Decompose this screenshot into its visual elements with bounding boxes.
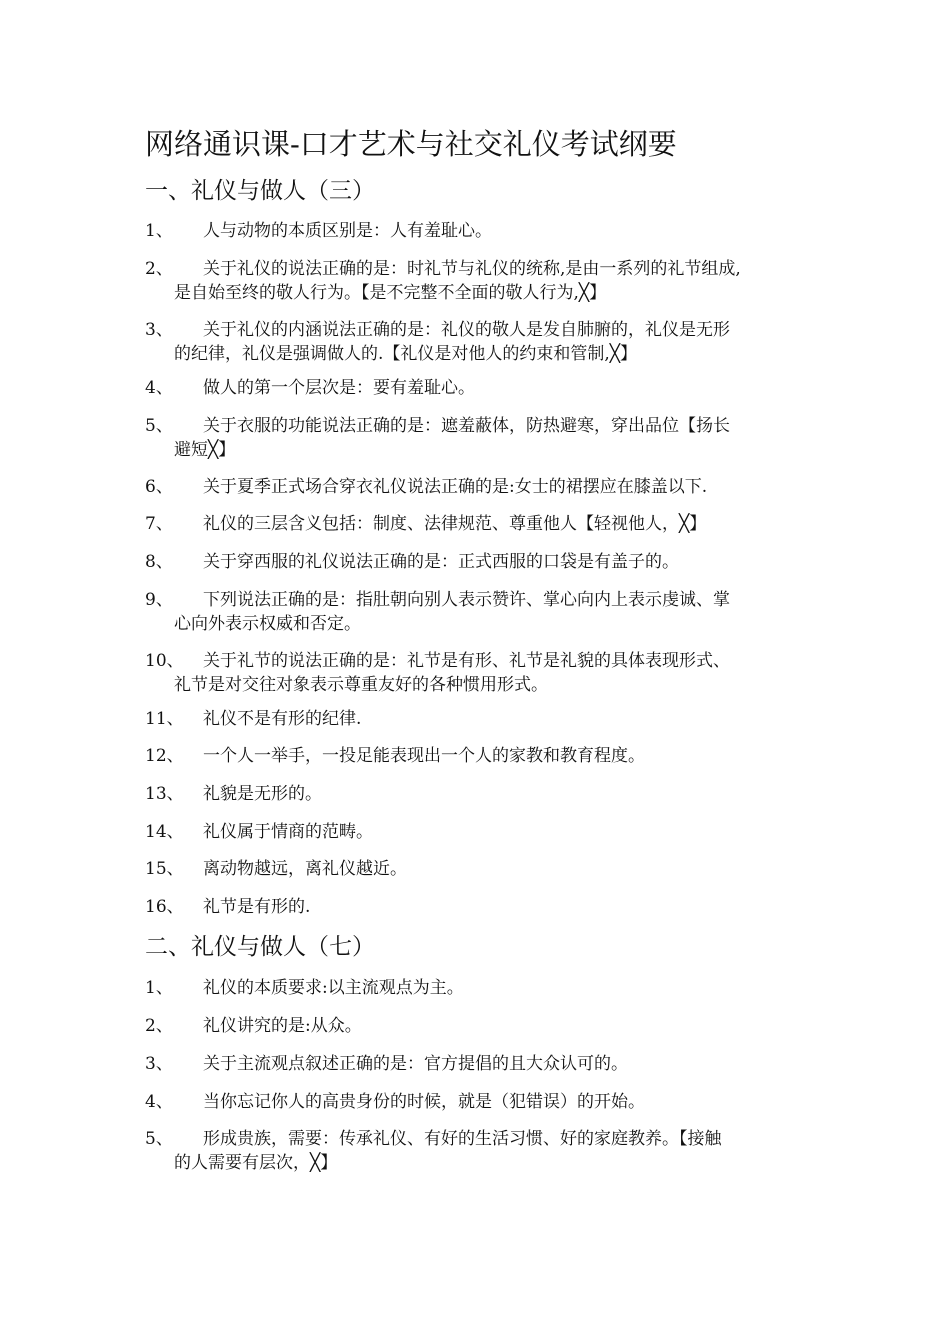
item-number: 3、 — [145, 1054, 173, 1074]
item-text: 关于衣服的功能说法正确的是：遮羞蔽体，防热避寒，穿出品位【扬长 — [203, 416, 730, 436]
item-text: 礼节是有形的. — [203, 897, 311, 917]
item-number: 5、 — [145, 1129, 173, 1149]
item-text: 下列说法正确的是：指肚朝向别人表示赞许、掌心向内上表示虔诚、掌 — [203, 590, 730, 610]
item-text: 礼仪不是有形的纪律. — [203, 709, 362, 729]
item-text: 做人的第一个层次是：要有羞耻心。 — [203, 378, 475, 398]
item-number: 4、 — [145, 1092, 173, 1112]
item-text-continued: 心向外表示权威和否定。 — [174, 614, 361, 634]
item-text: 人与动物的本质区别是：人有羞耻心。 — [203, 221, 492, 241]
item-text: 离动物越远，离礼仪越近。 — [203, 859, 407, 879]
item-text: 关于主流观点叙述正确的是：官方提倡的且大众认可的。 — [203, 1054, 628, 1074]
list-item — [145, 219, 805, 243]
list-item — [145, 649, 805, 697]
section-heading: 二、礼仪与做人（七） — [145, 934, 375, 960]
section-heading: 一、礼仪与做人（三） — [145, 178, 375, 204]
item-number: 1、 — [145, 221, 173, 241]
list-item — [145, 588, 805, 636]
list-item — [145, 707, 805, 731]
item-number: 14、 — [145, 822, 184, 842]
item-text-continued: 是自始至终的敬人行为。【是不完整不全面的敬人行为,╳】 — [174, 283, 607, 303]
document-title: 网络通识课-口才艺术与社交礼仪考试纲要 — [145, 127, 677, 161]
item-number: 15、 — [145, 859, 184, 879]
item-number: 16、 — [145, 897, 184, 917]
list-item — [145, 475, 805, 499]
item-text: 形成贵族，需要：传承礼仪、有好的生活习惯、好的家庭教养。【接触 — [203, 1129, 722, 1149]
list-item — [145, 414, 805, 462]
item-number: 6、 — [145, 477, 173, 497]
list-item — [145, 1090, 805, 1114]
list-item — [145, 318, 805, 366]
item-number: 3、 — [145, 320, 173, 340]
list-item — [145, 550, 805, 574]
list-item — [145, 1014, 805, 1038]
item-text-continued: 礼节是对交往对象表示尊重友好的各种惯用形式。 — [174, 675, 548, 695]
list-item — [145, 820, 805, 844]
item-number: 2、 — [145, 259, 173, 279]
item-text: 关于礼仪的内涵说法正确的是：礼仪的敬人是发自肺腑的，礼仪是无形 — [203, 320, 730, 340]
item-text: 礼仪的三层含义包括：制度、法律规范、尊重他人【轻视他人，╳】 — [203, 514, 707, 534]
item-text: 关于礼节的说法正确的是：礼节是有形、礼节是礼貌的具体表现形式、 — [203, 651, 730, 671]
item-number: 1、 — [145, 978, 173, 998]
list-item — [145, 512, 805, 536]
item-text: 礼仪讲究的是:从众。 — [203, 1016, 362, 1036]
list-item — [145, 257, 805, 305]
item-text: 当你忘记你人的高贵身份的时候，就是（犯错误）的开始。 — [203, 1092, 645, 1112]
item-number: 8、 — [145, 552, 173, 572]
item-number: 13、 — [145, 784, 184, 804]
list-item — [145, 782, 805, 806]
item-text: 礼仪的本质要求:以主流观点为主。 — [203, 978, 464, 998]
list-item — [145, 376, 805, 400]
item-text: 一个人一举手，一投足能表现出一个人的家教和教育程度。 — [203, 746, 645, 766]
list-item — [145, 1052, 805, 1076]
item-text: 礼貌是无形的。 — [203, 784, 322, 804]
item-number: 5、 — [145, 416, 173, 436]
list-item — [145, 976, 805, 1000]
item-text-continued: 的人需要有层次，╳】 — [174, 1153, 338, 1173]
list-item — [145, 1127, 805, 1175]
list-item — [145, 895, 805, 919]
item-text-continued: 避短╳】 — [174, 440, 236, 460]
item-text-continued: 的纪律，礼仪是强调做人的.【礼仪是对他人的约束和管制,╳】 — [174, 344, 638, 364]
item-number: 4、 — [145, 378, 173, 398]
item-number: 9、 — [145, 590, 173, 610]
item-number: 11、 — [145, 709, 184, 729]
list-item — [145, 857, 805, 881]
item-number: 7、 — [145, 514, 173, 534]
item-text: 礼仪属于情商的范畴。 — [203, 822, 373, 842]
item-text: 关于穿西服的礼仪说法正确的是：正式西服的口袋是有盖子的。 — [203, 552, 679, 572]
item-text: 关于夏季正式场合穿衣礼仪说法正确的是:女士的裙摆应在膝盖以下. — [203, 477, 708, 497]
item-number: 10、 — [145, 651, 184, 671]
list-item — [145, 744, 805, 768]
item-number: 2、 — [145, 1016, 173, 1036]
item-number: 12、 — [145, 746, 184, 766]
item-text: 关于礼仪的说法正确的是：时礼节与礼仪的统称,是由一系列的礼节组成, — [203, 259, 741, 279]
